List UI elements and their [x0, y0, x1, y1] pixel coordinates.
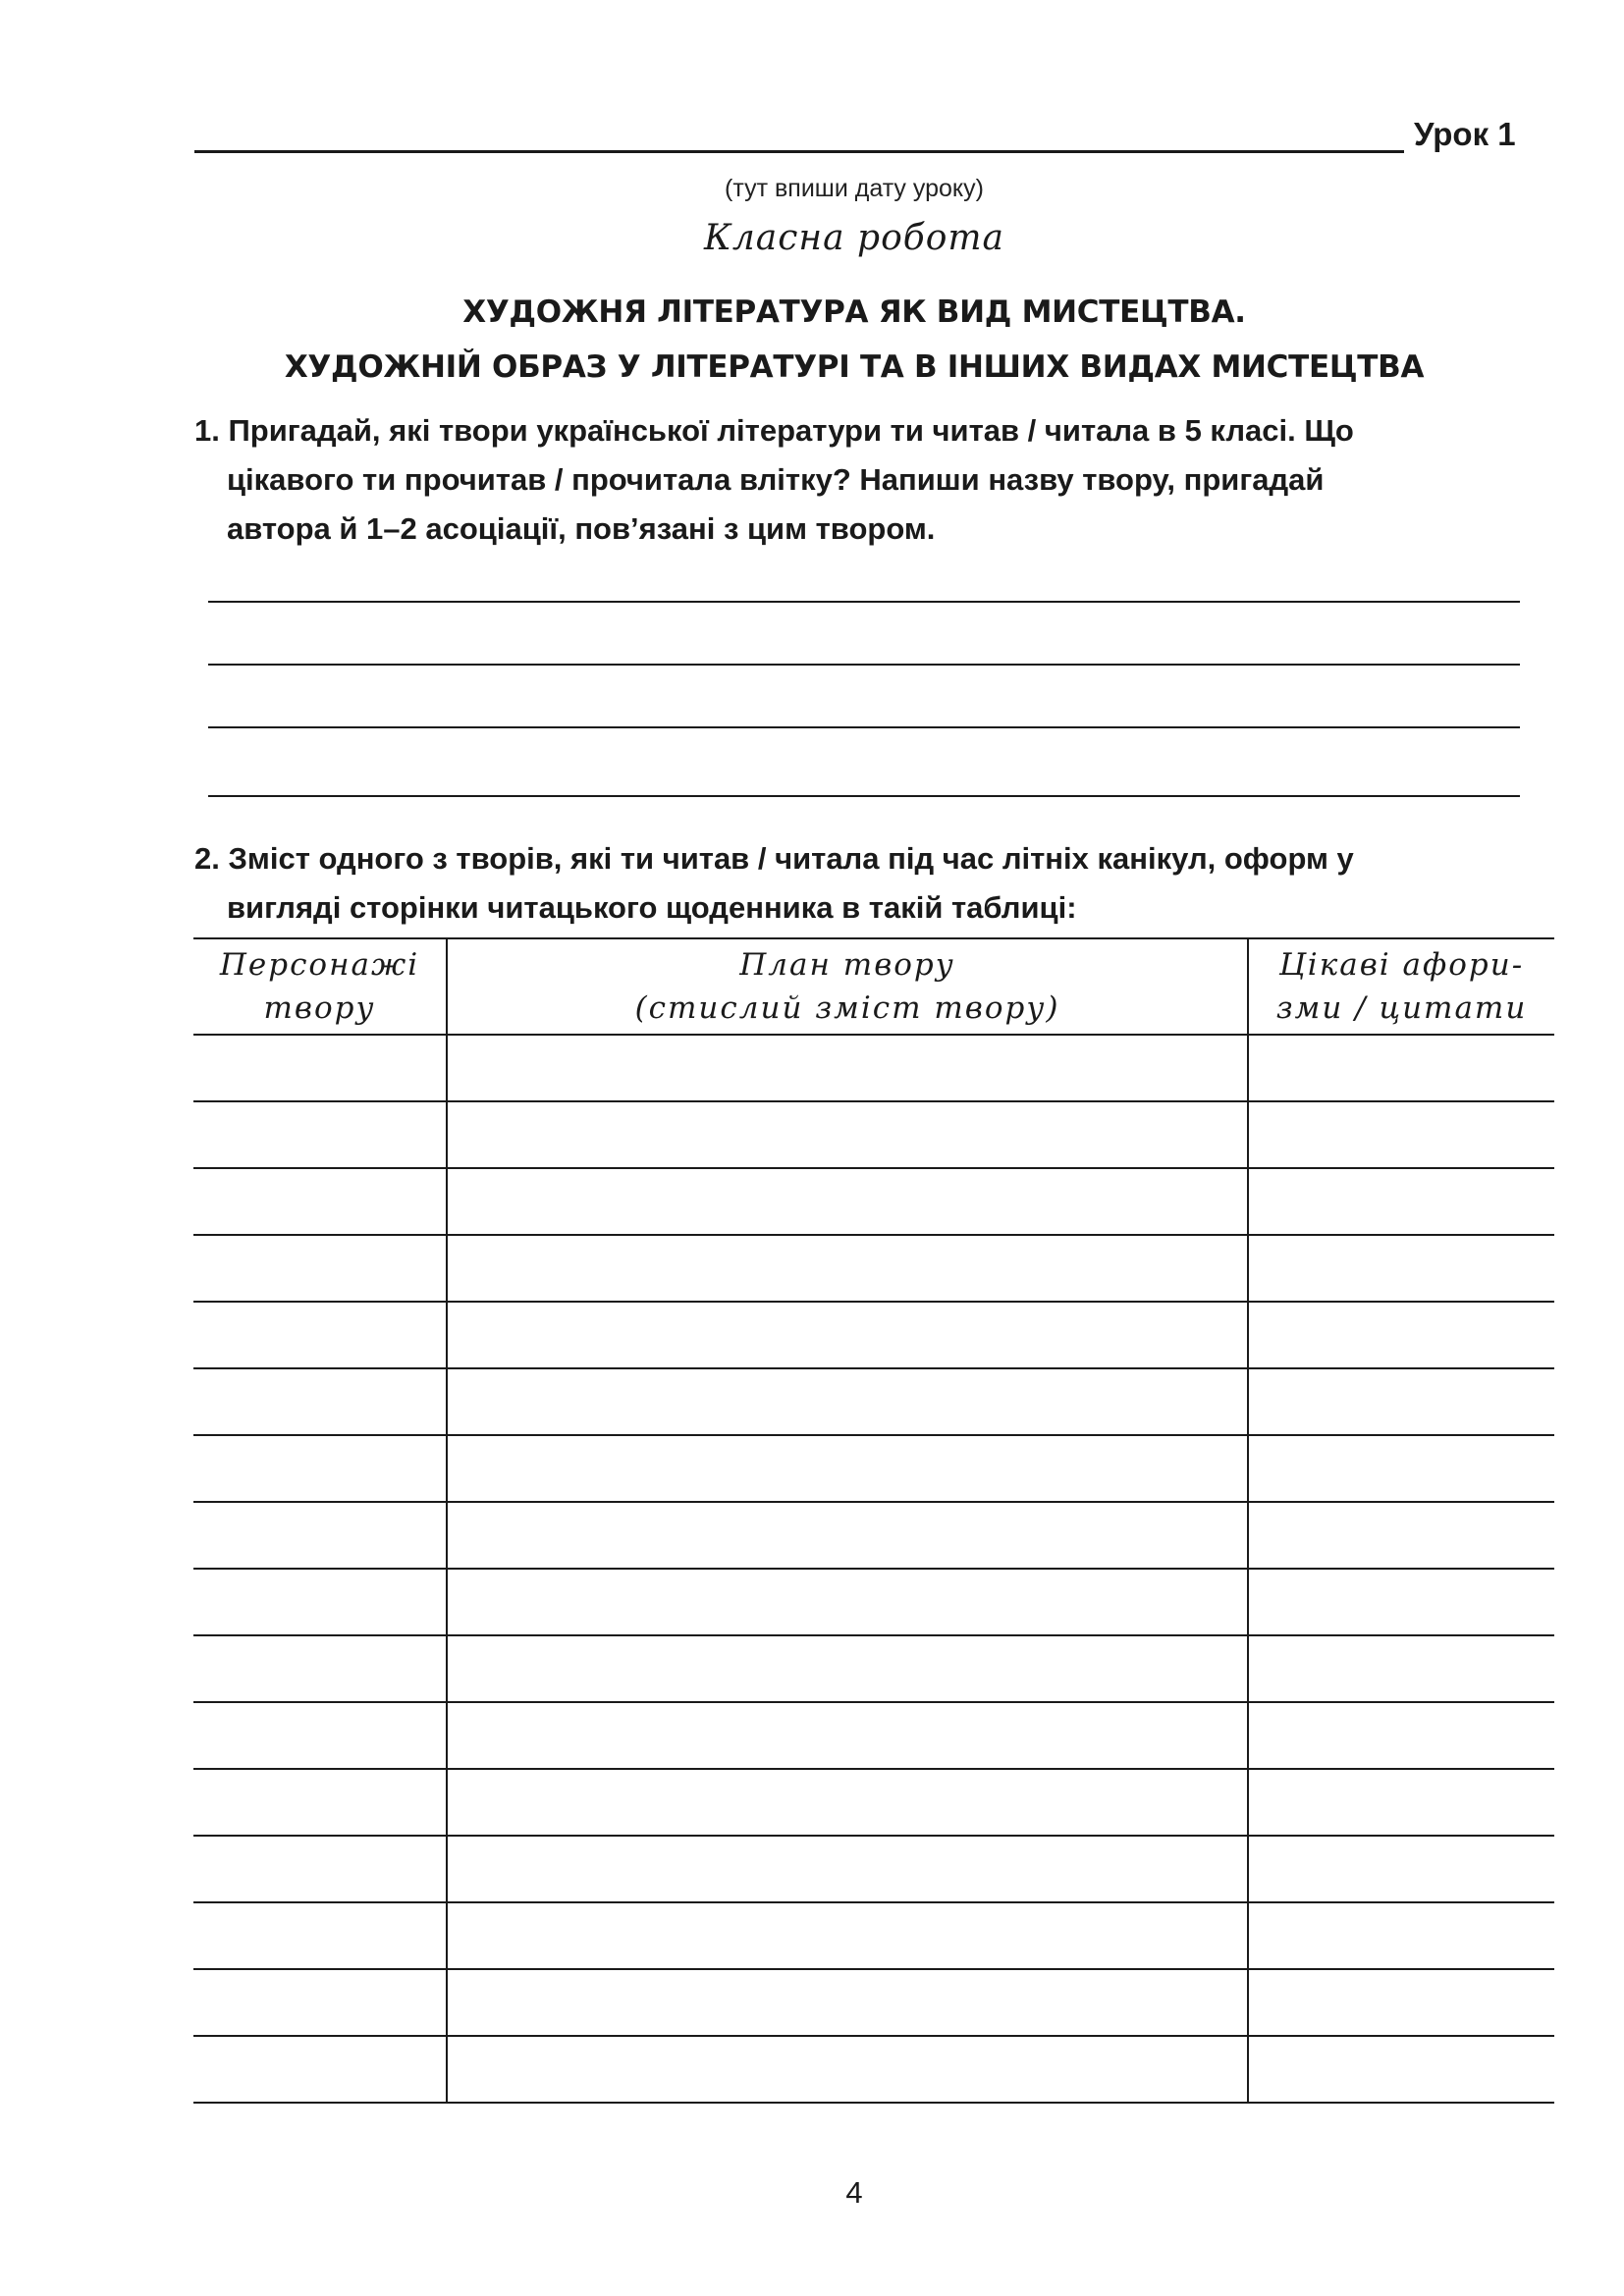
cell-plan[interactable]	[447, 1368, 1248, 1435]
table-row	[193, 1302, 1554, 1368]
lesson-number: Урок 1	[1414, 116, 1516, 152]
cell-characters[interactable]	[193, 1836, 447, 1902]
cell-plan[interactable]	[447, 1435, 1248, 1502]
cell-characters[interactable]	[193, 1969, 447, 2036]
task-1-prompt	[194, 406, 1471, 554]
table-body	[193, 1035, 1554, 2103]
table-row	[193, 1101, 1554, 1168]
table-row	[193, 1702, 1554, 1769]
table-row	[193, 1902, 1554, 1969]
cell-quotes[interactable]	[1248, 1368, 1554, 1435]
topic-title-line-1: ХУДОЖНЯ ЛІТЕРАТУРА ЯК ВИД МИСТЕЦТВА.	[462, 294, 1246, 330]
table-row	[193, 1635, 1554, 1702]
page-number: 4	[845, 2175, 863, 2210]
cell-plan[interactable]	[447, 1502, 1248, 1569]
task-1-answer-line[interactable]	[208, 664, 1520, 666]
cell-quotes[interactable]	[1248, 1569, 1554, 1635]
table-row	[193, 1836, 1554, 1902]
cell-plan[interactable]	[447, 1702, 1248, 1769]
cell-plan[interactable]	[447, 1769, 1248, 1836]
table-row	[193, 1168, 1554, 1235]
cell-quotes[interactable]	[1248, 1035, 1554, 1101]
cell-characters[interactable]	[193, 1569, 447, 1635]
cell-quotes[interactable]	[1248, 1702, 1554, 1769]
table-row	[193, 1569, 1554, 1635]
date-input-line[interactable]	[194, 150, 1404, 153]
cell-characters[interactable]	[193, 1769, 447, 1836]
task-1-answer-line[interactable]	[208, 795, 1520, 797]
table-row	[193, 1435, 1554, 1502]
class-work-heading: Класна робота	[704, 218, 1004, 258]
cell-characters[interactable]	[193, 1035, 447, 1101]
cell-plan[interactable]	[447, 1902, 1248, 1969]
cell-quotes[interactable]	[1248, 1302, 1554, 1368]
cell-plan[interactable]	[447, 1836, 1248, 1902]
header-plan: План твору (стислий зміст твору)	[447, 938, 1248, 1035]
cell-quotes[interactable]	[1248, 1502, 1554, 1569]
task-2-line-2: вигляді сторінки читацького щоденника в такій таблиці:	[227, 890, 1077, 925]
cell-characters[interactable]	[193, 1702, 447, 1769]
table-row	[193, 1502, 1554, 1569]
reading-diary-table	[193, 937, 1554, 2104]
cell-characters[interactable]	[193, 1368, 447, 1435]
date-hint: (тут впиши дату уроку)	[725, 175, 984, 202]
cell-characters[interactable]	[193, 1168, 447, 1235]
cell-characters[interactable]	[193, 1435, 447, 1502]
cell-plan[interactable]	[447, 1235, 1248, 1302]
cell-plan[interactable]	[447, 1569, 1248, 1635]
task-2-prompt	[194, 834, 1471, 933]
table-row	[193, 1235, 1554, 1302]
table-row	[193, 1035, 1554, 1101]
table-header-row	[193, 938, 1554, 1035]
cell-quotes[interactable]	[1248, 1435, 1554, 1502]
cell-quotes[interactable]	[1248, 1969, 1554, 2036]
task-1-answer-line[interactable]	[208, 601, 1520, 603]
task-1-line-1: 1. Пригадай, які твори української літератури ти читав / читала в 5 класі. Що	[194, 413, 1354, 448]
cell-characters[interactable]	[193, 1302, 447, 1368]
cell-quotes[interactable]	[1248, 2036, 1554, 2103]
cell-characters[interactable]	[193, 2036, 447, 2103]
cell-characters[interactable]	[193, 1902, 447, 1969]
cell-characters[interactable]	[193, 1235, 447, 1302]
cell-plan[interactable]	[447, 1168, 1248, 1235]
table-row	[193, 2036, 1554, 2103]
topic-title-line-2: ХУДОЖНІЙ ОБРАЗ У ЛІТЕРАТУРІ ТА В ІНШИХ ВИДАХ МИСТЕЦТВА	[284, 349, 1425, 385]
header-characters: Персонажі твору	[193, 938, 447, 1035]
task-1-answer-line[interactable]	[208, 726, 1520, 728]
table-row	[193, 1769, 1554, 1836]
cell-plan[interactable]	[447, 1635, 1248, 1702]
cell-quotes[interactable]	[1248, 1101, 1554, 1168]
task-1-line-3: автора й 1–2 асоціації, пов’язані з цим твором.	[227, 511, 936, 546]
header-quotes: Цікаві афори- зми / цитати	[1248, 938, 1554, 1035]
cell-plan[interactable]	[447, 1302, 1248, 1368]
table-row	[193, 1368, 1554, 1435]
cell-quotes[interactable]	[1248, 1235, 1554, 1302]
cell-quotes[interactable]	[1248, 1168, 1554, 1235]
cell-characters[interactable]	[193, 1635, 447, 1702]
cell-plan[interactable]	[447, 2036, 1248, 2103]
cell-characters[interactable]	[193, 1101, 447, 1168]
cell-plan[interactable]	[447, 1035, 1248, 1101]
cell-quotes[interactable]	[1248, 1836, 1554, 1902]
cell-characters[interactable]	[193, 1502, 447, 1569]
cell-quotes[interactable]	[1248, 1902, 1554, 1969]
cell-plan[interactable]	[447, 1101, 1248, 1168]
cell-quotes[interactable]	[1248, 1635, 1554, 1702]
task-1-number: 1.	[194, 413, 220, 448]
cell-plan[interactable]	[447, 1969, 1248, 2036]
task-2-line-1: 2. Зміст одного з творів, які ти читав / читала під час літніх канікул, оформ у	[194, 841, 1354, 876]
table-row	[193, 1969, 1554, 2036]
task-2-number: 2.	[194, 841, 220, 876]
cell-quotes[interactable]	[1248, 1769, 1554, 1836]
task-1-line-2: цікавого ти прочитав / прочитала влітку? Напиши назву твору, пригадай	[227, 462, 1325, 497]
